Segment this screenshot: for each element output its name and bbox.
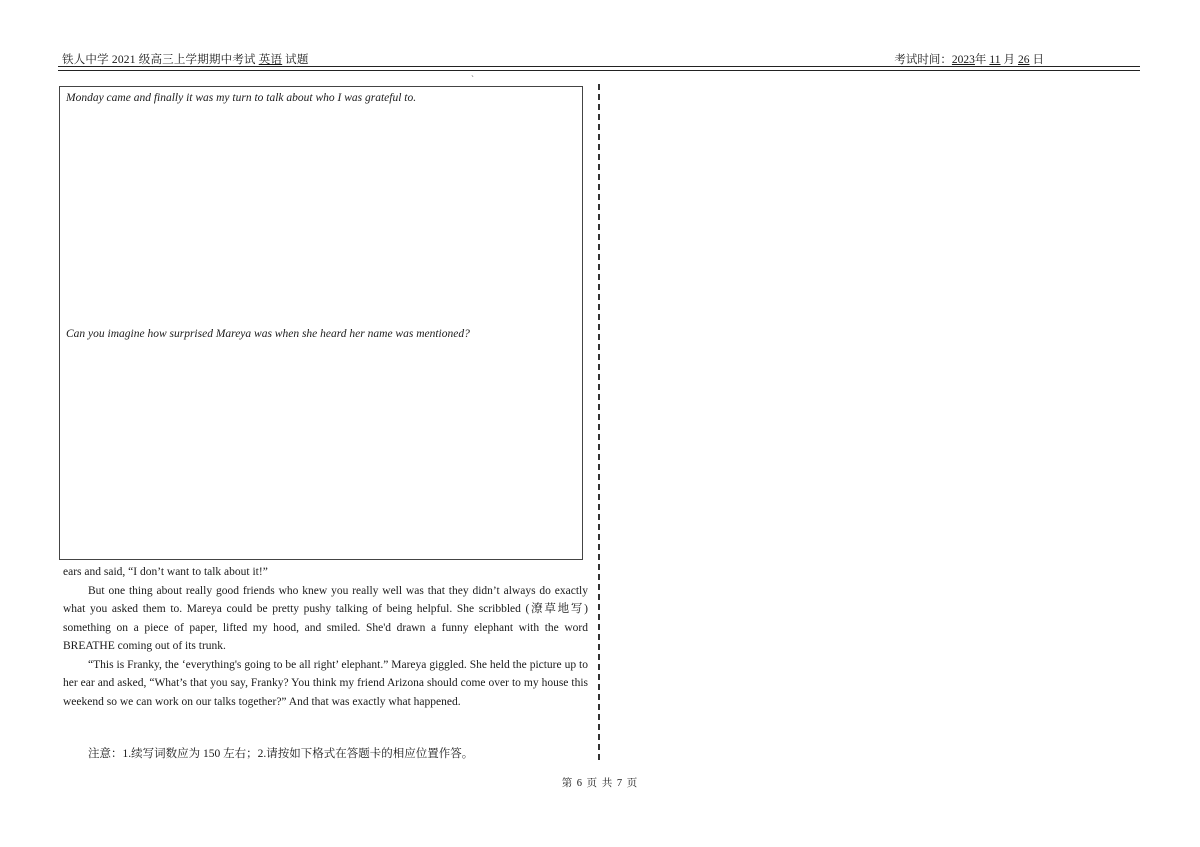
header-rule-thin xyxy=(58,70,1140,71)
header-rule-thick xyxy=(58,66,1140,67)
column-divider xyxy=(598,84,600,760)
page-number: 第 6 页 共 7 页 xyxy=(561,778,639,789)
date-label: 考试时间： xyxy=(894,54,952,66)
answer-box xyxy=(59,86,583,560)
passage-paragraph-1: ears and said, “I don’t want to talk about it!” xyxy=(63,566,268,578)
exam-title xyxy=(62,51,309,67)
day-unit: 日 xyxy=(1032,54,1044,66)
writing-prompt-1: Monday came and finally it was my turn to talk about who I was grateful to. xyxy=(66,92,417,104)
date-year: 2023 xyxy=(951,54,975,66)
date-day: 26 xyxy=(1018,54,1030,66)
title-prefix: 铁人中学 2021 级高三上学期期中考试 xyxy=(62,54,256,66)
exam-date xyxy=(894,51,1044,67)
reading-passage xyxy=(63,563,588,711)
month-unit: 月 xyxy=(1003,54,1015,66)
title-suffix: 试题 xyxy=(285,54,309,66)
passage-paragraph-3: “This is Franky, the ‘everything's going to be all right’ elephant.” Mareya giggled. She held the picture up to her ear and asked, “What’s that you say, Franky? You think my friend Arizona should come over to my house this weekend so we can work on our talks together?” And that was exactly what happened. xyxy=(63,658,588,708)
subject: 英语 xyxy=(258,54,283,66)
date-month: 11 xyxy=(989,54,1001,66)
stray-mark: ` xyxy=(471,74,474,84)
year-unit: 年 xyxy=(974,54,987,66)
passage-paragraph-2: But one thing about really good friends who knew you really well was that they didn’t always do exactly what you asked them to. Mareya could be pretty pushy talking of being helpful. She scribbled (潦草地写) something on a piece of paper, lifted my hood, and smiled. She'd drawn a funny elephant with the word BREATHE coming out of its trunk. xyxy=(63,584,588,652)
notice: 注意：1.续写词数应为 150 左右；2.请按如下格式在答题卡的相应位置作答。 xyxy=(88,748,474,760)
writing-prompt-2: Can you imagine how surprised Mareya was when she heard her name was mentioned? xyxy=(66,328,470,340)
